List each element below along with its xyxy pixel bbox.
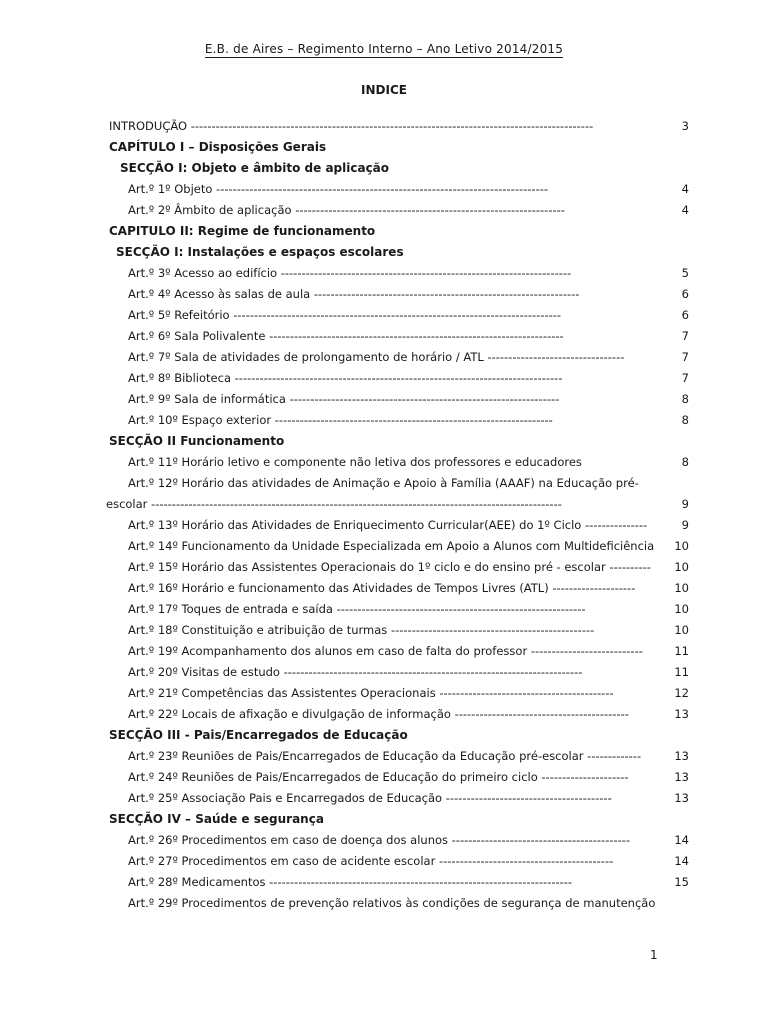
toc-entry-text: Art.º 9º Sala de informática -----------------------------------------------------------------	[128, 392, 560, 406]
toc-page-number: 11	[674, 644, 689, 658]
toc-entry-text: Art.º 20º Visitas de estudo ------------------------------------------------------------------------	[128, 665, 583, 679]
toc-page-number: 15	[674, 875, 689, 889]
toc-page-number: 6	[681, 308, 689, 322]
toc-entry	[109, 746, 689, 767]
toc-page-number: 4	[681, 203, 689, 217]
toc-entry-text: Art.º 22º Locais de afixação e divulgação de informação ------------------------------------------	[128, 707, 629, 721]
toc-entry	[109, 662, 689, 683]
toc-entry	[109, 704, 689, 725]
toc-entry	[109, 683, 689, 704]
toc-entry-text: Art.º 3º Acesso ao edifício ----------------------------------------------------------------------	[128, 266, 572, 280]
toc-page-number: 4	[681, 182, 689, 196]
toc-page-number: 14	[674, 833, 689, 847]
toc-section-heading	[109, 221, 689, 242]
toc-entry-text: Art.º 2º Âmbito de aplicação -----------------------------------------------------------------	[128, 203, 565, 217]
toc-page-number: 13	[674, 707, 689, 721]
toc-section-heading	[109, 809, 689, 830]
toc-entry	[109, 620, 689, 641]
page-number: 1	[650, 948, 658, 962]
toc-entry-text: Art.º 14º Funcionamento da Unidade Especializada em Apoio a Alunos com Multideficiência	[128, 539, 655, 553]
toc-entry-text: Art.º 7º Sala de atividades de prolongamento de horário / ATL ---------------------------------	[128, 350, 625, 364]
toc-entry-text: Art.º 23º Reuniões de Pais/Encarregados de Educação da Educação pré-escolar -------------	[128, 749, 642, 763]
toc-page-number: 7	[681, 371, 689, 385]
toc-entry-text: Art.º 27º Procedimentos em caso de acidente escolar ------------------------------------------	[128, 854, 614, 868]
toc-entry-text: Art.º 12º Horário das atividades de Animação e Apoio à Família (AAAF) na Educação pré-	[128, 476, 639, 490]
toc-entry-text: Art.º 1º Objeto --------------------------------------------------------------------------------	[128, 182, 549, 196]
toc-entry	[109, 788, 689, 809]
toc-entry-text: Art.º 15º Horário das Assistentes Operacionais do 1º ciclo e do ensino pré - escolar ----------	[128, 560, 651, 574]
toc-entry-text: Art.º 19º Acompanhamento dos alunos em caso de falta do professor ---------------------------	[128, 644, 643, 658]
toc-page-number: 13	[674, 791, 689, 805]
toc-entry	[109, 284, 689, 305]
toc-entry-text: SECÇÃO II Funcionamento	[109, 434, 285, 448]
toc-entry-text: Art.º 29º Procedimentos de prevenção relativos às condições de segurança de manutenção	[128, 896, 656, 910]
toc-page-number: 7	[681, 329, 689, 343]
toc-page-number: 13	[674, 749, 689, 763]
toc-page-number: 3	[681, 119, 689, 133]
toc-entry	[109, 767, 689, 788]
toc-entry	[109, 536, 689, 557]
toc-page-number: 10	[674, 623, 689, 637]
toc-section-heading	[109, 158, 689, 179]
toc-entry-text: Art.º 11º Horário letivo e componente não letiva dos professores e educadores	[128, 455, 582, 469]
toc-entry-continuation	[106, 494, 689, 515]
toc-entry-text: CAPITULO II: Regime de funcionamento	[109, 224, 376, 238]
toc-entry	[109, 200, 689, 221]
toc-entry	[109, 326, 689, 347]
toc-entry	[109, 389, 689, 410]
toc-entry-text: Art.º 26º Procedimentos em caso de doença dos alunos -------------------------------------------	[128, 833, 631, 847]
toc-entry-text: Art.º 24º Reuniões de Pais/Encarregados de Educação do primeiro ciclo ---------------------	[128, 770, 629, 784]
toc-entry-text: Art.º 10º Espaço exterior -------------------------------------------------------------------	[128, 413, 553, 427]
toc-page-number: 10	[674, 602, 689, 616]
toc-page-number: 7	[681, 350, 689, 364]
toc-section-heading	[109, 431, 689, 452]
toc-entry-text: Art.º 25º Associação Pais e Encarregados de Educação ----------------------------------------	[128, 791, 612, 805]
toc-entry	[109, 347, 689, 368]
toc-page-number: 10	[674, 539, 689, 553]
toc-page-number: 12	[674, 686, 689, 700]
toc-entry	[109, 263, 689, 284]
toc-page-number: 10	[674, 560, 689, 574]
toc-page-number: 9	[681, 518, 689, 532]
toc-entry	[109, 893, 689, 914]
toc-page-number: 9	[681, 497, 689, 511]
toc-entry	[109, 452, 689, 473]
toc-section-heading	[109, 242, 689, 263]
toc-entry-text: Art.º 16º Horário e funcionamento das Atividades de Tempos Livres (ATL) --------------------	[128, 581, 636, 595]
toc-section-heading	[109, 725, 689, 746]
toc-page-number: 13	[674, 770, 689, 784]
table-of-contents	[106, 116, 689, 914]
toc-entry	[109, 830, 689, 851]
toc-entry-text: Art.º 5º Refeitório -------------------------------------------------------------------------------	[128, 308, 562, 322]
toc-entry	[109, 599, 689, 620]
toc-entry-text: Art.º 17º Toques de entrada e saída ------------------------------------------------------------	[128, 602, 586, 616]
toc-entry	[109, 557, 689, 578]
toc-entry-text: SECÇÃO I: Instalações e espaços escolares	[116, 245, 404, 259]
toc-entry	[109, 179, 689, 200]
running-header: E.B. de Aires – Regimento Interno – Ano Letivo 2014/2015	[204, 42, 564, 56]
toc-entry	[109, 851, 689, 872]
toc-entry	[109, 410, 689, 431]
toc-entry-text: Art.º 6º Sala Polivalente -----------------------------------------------------------------------	[128, 329, 564, 343]
toc-page-number: 8	[681, 392, 689, 406]
toc-entry-text: Art.º 13º Horário das Atividades de Enriquecimento Curricular(AEE) do 1º Ciclo ---------------	[128, 518, 648, 532]
toc-page-number: 8	[681, 455, 689, 469]
toc-entry-text: Art.º 8º Biblioteca -------------------------------------------------------------------------------	[128, 371, 563, 385]
toc-entry-text: escolar ---------------------------------------------------------------------------------------------------	[106, 497, 562, 511]
toc-entry	[109, 116, 689, 137]
toc-page-number: 10	[674, 581, 689, 595]
toc-entry-text: Art.º 21º Competências das Assistentes Operacionais ------------------------------------------	[128, 686, 614, 700]
toc-page-number: 11	[674, 665, 689, 679]
toc-entry	[109, 368, 689, 389]
toc-entry	[109, 515, 689, 536]
toc-entry-text: SECÇÃO IV – Saúde e segurança	[109, 812, 324, 826]
toc-page-number: 5	[681, 266, 689, 280]
toc-entry	[109, 872, 689, 893]
toc-entry	[109, 305, 689, 326]
page-title: INDICE	[361, 83, 407, 97]
toc-entry-text: Art.º 4º Acesso às salas de aula ----------------------------------------------------------------	[128, 287, 580, 301]
toc-entry-text: INTRODUÇÃO -------------------------------------------------------------------------------------------------	[109, 119, 594, 133]
toc-entry	[109, 578, 689, 599]
toc-page-number: 14	[674, 854, 689, 868]
toc-entry-text: SECÇÃO I: Objeto e âmbito de aplicação	[120, 161, 390, 175]
toc-entry-text: Art.º 18º Constituição e atribuição de turmas -------------------------------------------------	[128, 623, 595, 637]
toc-entry-text: Art.º 28º Medicamentos -------------------------------------------------------------------------	[128, 875, 573, 889]
toc-page-number: 6	[681, 287, 689, 301]
toc-entry	[109, 641, 689, 662]
toc-entry-text: CAPÍTULO I – Disposições Gerais	[109, 140, 327, 154]
toc-entry-text: SECÇÃO III - Pais/Encarregados de Educação	[109, 728, 408, 742]
toc-page-number: 8	[681, 413, 689, 427]
toc-entry	[109, 473, 689, 494]
toc-section-heading	[109, 137, 689, 158]
